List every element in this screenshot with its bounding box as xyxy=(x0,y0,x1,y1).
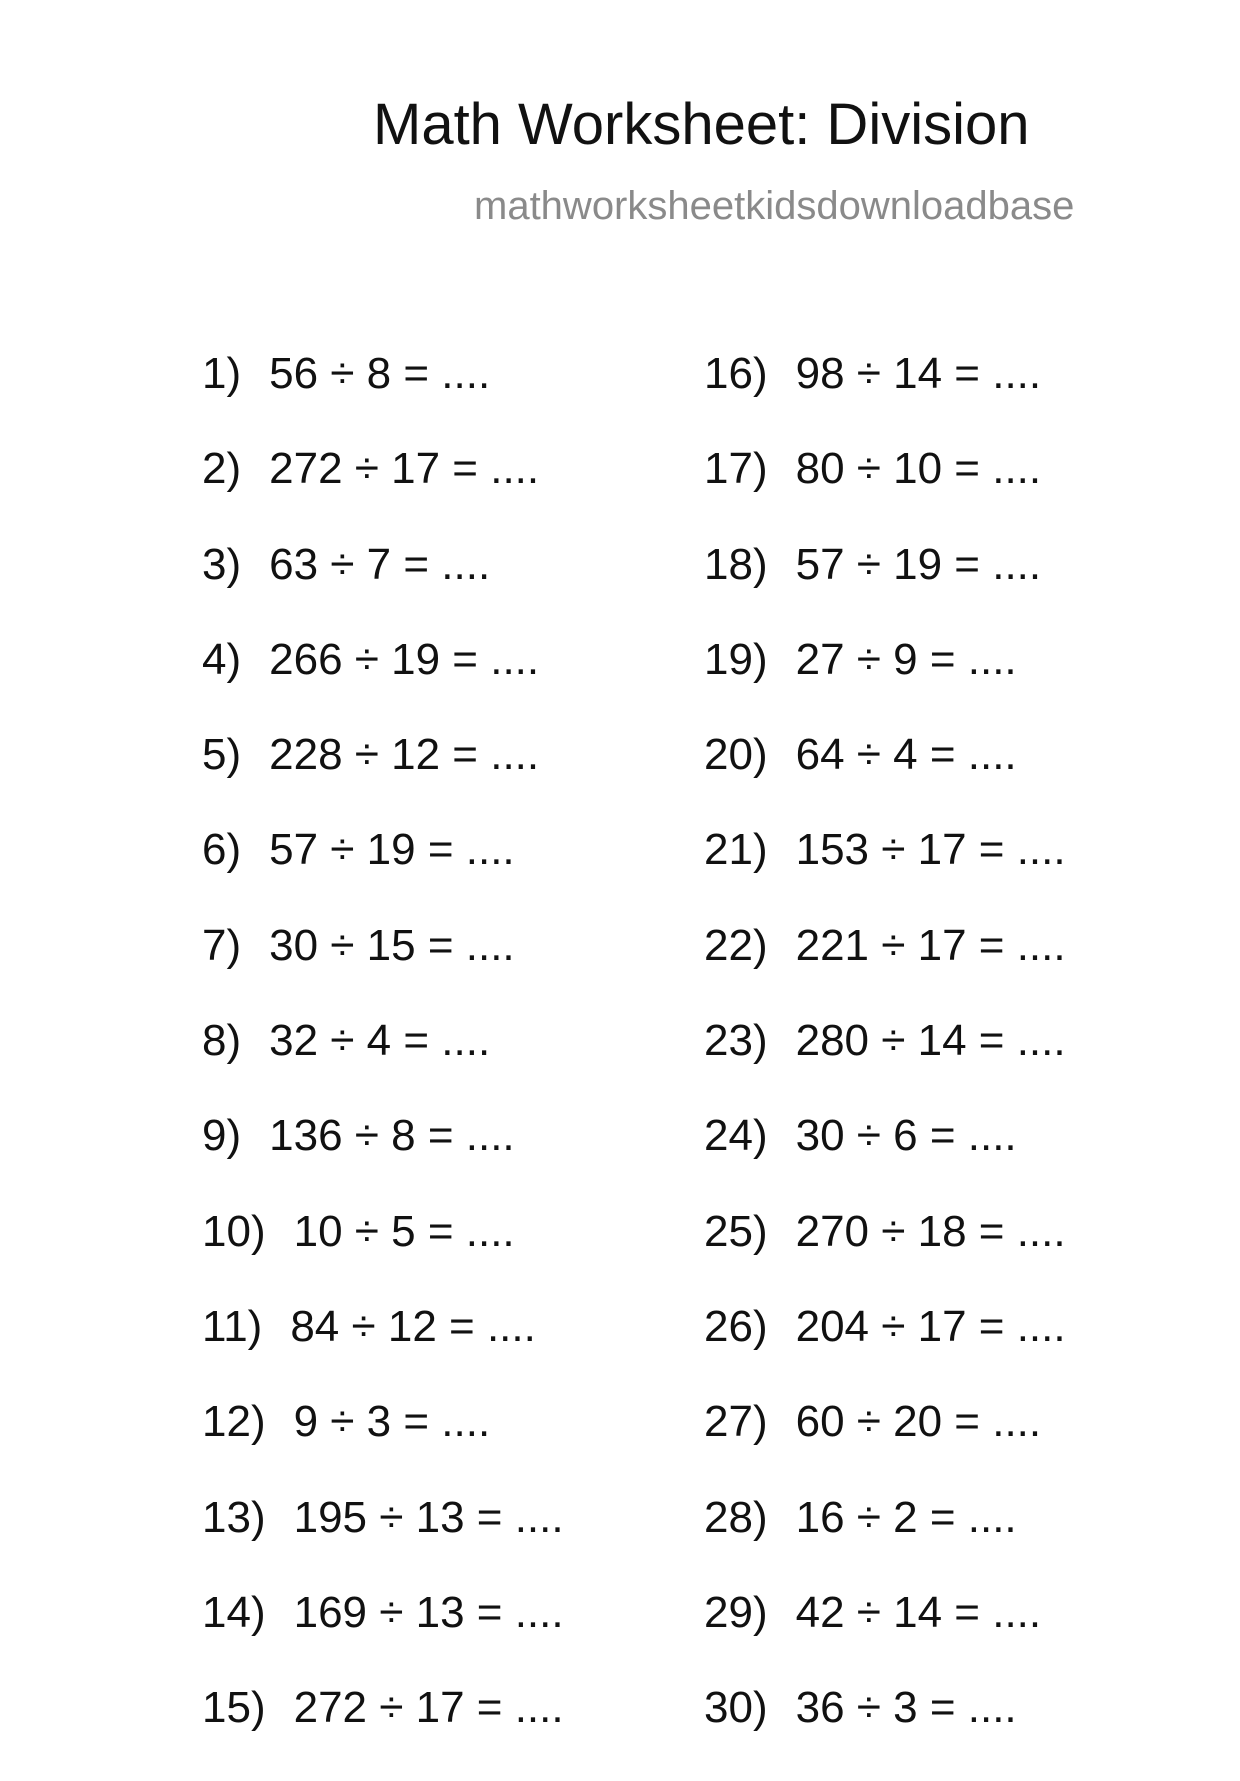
problem-expression: 30 ÷ 15 = .... xyxy=(269,920,515,970)
problem-expression: 30 ÷ 6 = .... xyxy=(795,1111,1017,1161)
problem-number: 4) xyxy=(202,634,242,684)
problem-expression: 42 ÷ 14 = .... xyxy=(795,1587,1042,1637)
problem-expression: 9 ÷ 3 = .... xyxy=(293,1397,491,1447)
problem-expression: 266 ÷ 19 = .... xyxy=(269,634,540,684)
problem-30 xyxy=(704,1683,1066,1781)
problem-8 xyxy=(202,1016,564,1114)
problem-16 xyxy=(704,349,1066,447)
problem-14 xyxy=(202,1587,564,1686)
problem-15 xyxy=(202,1683,564,1781)
problem-number: 19) xyxy=(704,634,768,684)
problem-expression: 169 ÷ 13 = .... xyxy=(293,1587,564,1637)
problem-number: 29) xyxy=(704,1587,768,1637)
problem-26 xyxy=(704,1301,1066,1400)
problem-number: 1) xyxy=(202,349,242,398)
problem-1 xyxy=(202,349,564,447)
problem-number: 5) xyxy=(202,730,242,780)
problem-number: 11) xyxy=(202,1301,263,1351)
problem-expression: 36 ÷ 3 = .... xyxy=(795,1683,1017,1733)
problem-column-left xyxy=(202,349,564,1781)
problem-expression: 221 ÷ 17 = .... xyxy=(795,920,1066,970)
problem-expression: 136 ÷ 8 = .... xyxy=(269,1111,515,1161)
problem-2 xyxy=(202,444,564,542)
problem-number: 14) xyxy=(202,1587,266,1637)
problem-number: 23) xyxy=(704,1016,768,1066)
problem-expression: 27 ÷ 9 = .... xyxy=(795,634,1017,684)
problem-expression: 57 ÷ 19 = .... xyxy=(269,825,515,875)
problem-expression: 64 ÷ 4 = .... xyxy=(795,730,1017,780)
problem-expression: 280 ÷ 14 = .... xyxy=(795,1016,1066,1066)
problem-number: 27) xyxy=(704,1397,768,1447)
problem-number: 22) xyxy=(704,920,768,970)
problem-27 xyxy=(704,1397,1066,1495)
problem-number: 9) xyxy=(202,1111,242,1161)
problem-number: 20) xyxy=(704,730,768,780)
problem-number: 21) xyxy=(704,825,768,875)
problem-number: 3) xyxy=(202,539,242,589)
problem-17 xyxy=(704,444,1066,542)
problem-number: 7) xyxy=(202,920,242,970)
problem-12 xyxy=(202,1397,564,1495)
problem-expression: 80 ÷ 10 = .... xyxy=(795,444,1042,494)
problem-number: 15) xyxy=(202,1683,266,1733)
problem-24 xyxy=(704,1111,1066,1209)
problem-expression: 153 ÷ 17 = .... xyxy=(795,825,1066,875)
problem-11 xyxy=(202,1301,564,1400)
problem-number: 18) xyxy=(704,539,768,589)
problem-expression: 32 ÷ 4 = .... xyxy=(269,1016,491,1066)
page-subtitle: mathworksheetkidsdownloadbase xyxy=(474,184,1075,228)
problem-19 xyxy=(704,634,1066,733)
problem-23 xyxy=(704,1016,1066,1114)
problem-expression: 195 ÷ 13 = .... xyxy=(293,1492,564,1542)
problem-number: 26) xyxy=(704,1301,768,1351)
problem-expression: 98 ÷ 14 = .... xyxy=(795,349,1042,398)
problem-number: 24) xyxy=(704,1111,768,1161)
problem-13 xyxy=(202,1492,564,1591)
problem-expression: 16 ÷ 2 = .... xyxy=(795,1492,1017,1542)
problem-20 xyxy=(704,730,1066,828)
problem-expression: 57 ÷ 19 = .... xyxy=(795,539,1042,589)
problem-expression: 56 ÷ 8 = .... xyxy=(269,349,491,398)
problem-9 xyxy=(202,1111,564,1209)
problem-number: 30) xyxy=(704,1683,768,1733)
problem-number: 28) xyxy=(704,1492,768,1542)
problem-expression: 228 ÷ 12 = .... xyxy=(269,730,540,780)
problem-4 xyxy=(202,634,564,733)
problem-expression: 272 ÷ 17 = .... xyxy=(269,444,540,494)
problem-expression: 272 ÷ 17 = .... xyxy=(293,1683,564,1733)
problem-18 xyxy=(704,539,1066,638)
problem-number: 17) xyxy=(704,444,768,494)
problem-expression: 10 ÷ 5 = .... xyxy=(293,1206,515,1256)
problem-25 xyxy=(704,1206,1066,1305)
problem-7 xyxy=(202,920,564,1019)
problem-number: 6) xyxy=(202,825,242,875)
problem-28 xyxy=(704,1492,1066,1591)
problem-expression: 63 ÷ 7 = .... xyxy=(269,539,491,589)
problem-number: 25) xyxy=(704,1206,768,1256)
problem-expression: 204 ÷ 17 = .... xyxy=(795,1301,1066,1351)
problem-expression: 84 ÷ 12 = .... xyxy=(290,1301,536,1351)
problem-expression: 270 ÷ 18 = .... xyxy=(795,1206,1066,1256)
problem-29 xyxy=(704,1587,1066,1686)
problem-5 xyxy=(202,730,564,828)
problem-number: 16) xyxy=(704,349,768,398)
page-title: Math Worksheet: Division xyxy=(373,92,1030,157)
problem-number: 2) xyxy=(202,444,242,494)
problem-10 xyxy=(202,1206,564,1305)
problem-number: 12) xyxy=(202,1397,266,1447)
problem-22 xyxy=(704,920,1066,1019)
problem-6 xyxy=(202,825,564,923)
problem-number: 8) xyxy=(202,1016,242,1066)
problem-column-right xyxy=(704,349,1066,1781)
problem-expression: 60 ÷ 20 = .... xyxy=(795,1397,1042,1447)
problem-number: 10) xyxy=(202,1206,266,1256)
problem-number: 13) xyxy=(202,1492,266,1542)
problem-21 xyxy=(704,825,1066,923)
problem-3 xyxy=(202,539,564,638)
